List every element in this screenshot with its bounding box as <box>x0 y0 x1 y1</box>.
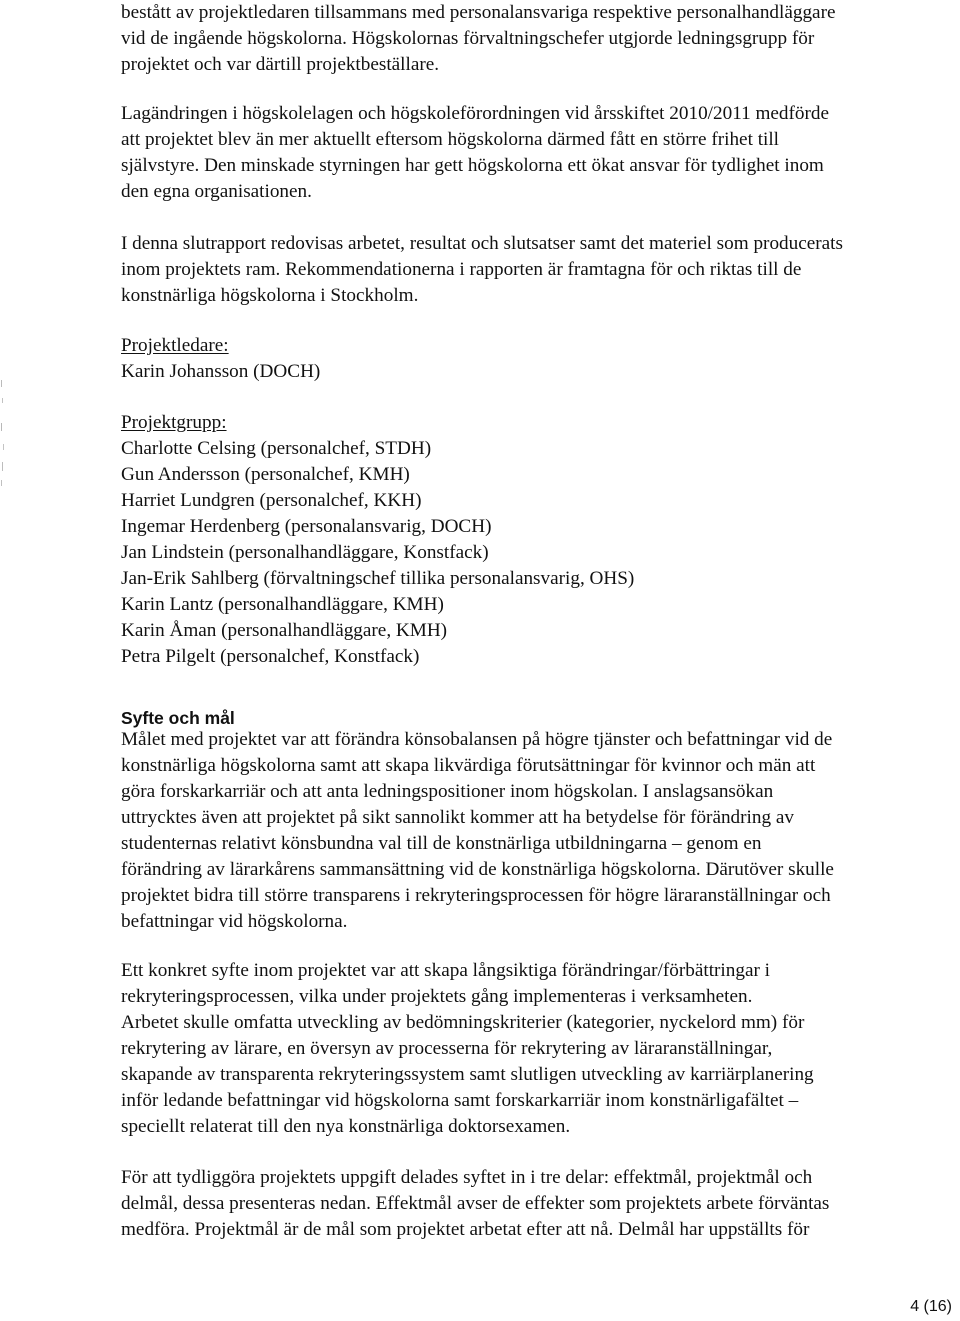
text-line: uttrycktes även att projektet på sikt sannolikt kommer att ha betydelse för förändring av <box>121 807 794 828</box>
section-heading: Syfte och mål <box>121 707 235 728</box>
text-line: befattningar vid högskolorna. <box>121 911 348 932</box>
text-line: För att tydliggöra projektets uppgift delades syftet in i tre delar: effektmål, projektmål och <box>121 1167 813 1188</box>
text-line: förändring av lärarkårens sammansättning vid de konstnärliga högskolorna. Därutöver skulle <box>121 859 834 880</box>
text-line: projektet och var därtill projektbeställare. <box>121 54 440 75</box>
clarify-paragraph <box>121 1165 829 1243</box>
page-number: 4 (16) <box>910 1298 952 1315</box>
text-line: inom projektets ram. Rekommendationerna i rapporten är framtagna för och riktas till de <box>121 259 802 280</box>
project-group-member: Charlotte Celsing (personalchef, STDH) <box>121 438 432 459</box>
text-line: speciellt relaterat till den nya konstnärliga doktorsexamen. <box>121 1116 571 1137</box>
text-line: bestått av projektledaren tillsammans med personalansvariga respektive personalhandläggare <box>121 2 836 23</box>
text-line: vid de ingående högskolorna. Högskolornas förvaltningschefer utgjorde ledningsgrupp för <box>121 28 815 49</box>
text-line: göra forskarkarriär och att anta ledningspositioner inom högskolan. I anslagsansökan <box>121 781 774 802</box>
project-leader-label: Projektledare: <box>121 335 229 356</box>
text-line: medföra. Projektmål är de mål som projektet arbetat efter att nå. Delmål har uppställts för <box>121 1219 810 1240</box>
project-group-member: Petra Pilgelt (personalchef, Konstfack) <box>121 646 420 667</box>
text-line: studenternas relativt könsbundna val till de konstnärliga utbildningarna – genom en <box>121 833 762 854</box>
text-line: självstyre. Den minskade styrningen har gett högskolorna ett ökat ansvar för tydlighet inom <box>121 155 824 176</box>
project-leader-name: Karin Johansson (DOCH) <box>121 361 321 382</box>
project-group-member: Ingemar Herdenberg (personalansvarig, DOCH) <box>121 516 492 537</box>
text-line: skapande av transparenta rekryteringssystem samt slutligen utveckling av karriärplanering <box>121 1064 814 1085</box>
text-line: den egna organisationen. <box>121 181 312 202</box>
text-line: rekryteringsprocessen, vilka under projektets gång implementeras i verksamheten. <box>121 986 753 1007</box>
project-group-block <box>121 410 634 670</box>
text-line: att projektet blev än mer aktuellt eftersom högskolorna därmed fått en större frihet till <box>121 129 780 150</box>
text-line: Lagändringen i högskolelagen och högskoleförordningen vid årsskiftet 2010/2011 medförde <box>121 103 829 124</box>
text-line: rekrytering av lärare, en översyn av processerna för rekrytering av läraranställningar, <box>121 1038 773 1059</box>
project-group-member: Jan Lindstein (personalhandläggare, Konstfack) <box>121 542 489 563</box>
text-line: delmål, dessa presenteras nedan. Effektmål avser de effekter som projektets arbete förväntas <box>121 1193 830 1214</box>
project-group-member: Jan-Erik Sahlberg (förvaltningschef tillika personalansvarig, OHS) <box>121 568 635 589</box>
scan-artifact-marks <box>0 380 6 490</box>
text-line: inför ledande befattningar vid högskolorna samt forskarkarriär inom konstnärligafältet – <box>121 1090 799 1111</box>
report-paragraph <box>121 231 843 309</box>
text-line: Arbetet skulle omfatta utveckling av bedömningskriterier (kategorier, nyckelord mm) för <box>121 1012 805 1033</box>
text-line: Målet med projektet var att förändra könsobalansen på högre tjänster och befattningar vid de <box>121 729 833 750</box>
text-line: konstnärliga högskolorna samt att skapa likvärdiga förutsättningar för kvinnor och män att <box>121 755 816 776</box>
text-line: konstnärliga högskolorna i Stockholm. <box>121 285 419 306</box>
law-change-paragraph <box>121 101 829 205</box>
text-line: I denna slutrapport redovisas arbetet, resultat och slutsatser samt det materiel som producerats <box>121 233 843 254</box>
project-group-label: Projektgrupp: <box>121 412 227 433</box>
goal-paragraph <box>121 727 834 935</box>
text-line: projektet bidra till större transparens i rekryteringsprocessen för högre läraranställningar och <box>121 885 831 906</box>
project-leader-block <box>121 333 320 385</box>
project-group-member: Karin Lantz (personalhandläggare, KMH) <box>121 594 444 615</box>
project-group-member: Karin Åman (personalhandläggare, KMH) <box>121 620 448 641</box>
project-group-member: Harriet Lundgren (personalchef, KKH) <box>121 490 422 511</box>
text-line: Ett konkret syfte inom projektet var att skapa långsiktiga förändringar/förbättringar i <box>121 960 770 981</box>
intro-paragraph <box>121 0 835 78</box>
purpose-paragraph <box>121 958 814 1140</box>
project-group-member: Gun Andersson (personalchef, KMH) <box>121 464 410 485</box>
